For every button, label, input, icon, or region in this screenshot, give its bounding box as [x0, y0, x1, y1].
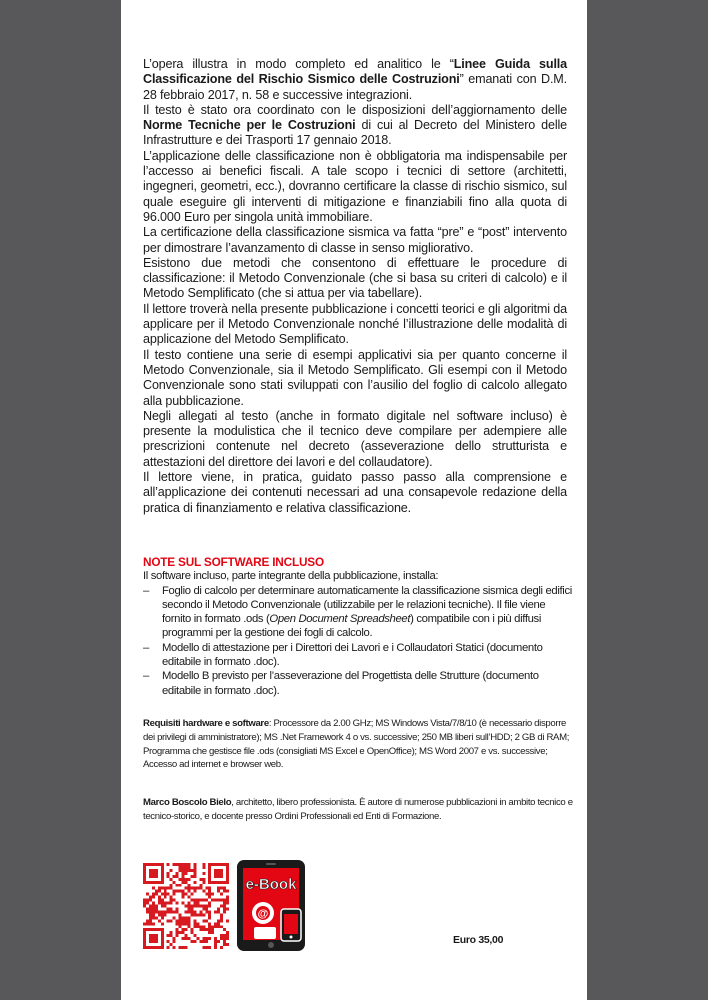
paragraph-1: L’opera illustra in modo completo ed analitico le “Linee Guida sulla Classificazione del Rischio Sismico delle Costruzioni” emanati con D.M. 28 febbraio 2017, n. 58 e successive integrazioni.: [143, 57, 567, 102]
software-list: [143, 584, 575, 698]
price-label: Euro 35,00: [453, 934, 504, 946]
software-notes: [143, 555, 575, 698]
description-text: [143, 57, 567, 516]
ebook-label: e-Book: [245, 876, 297, 893]
paragraph-3: L’applicazione delle classificazione non è obbligatoria ma indispensabile per l’accesso ai benefici fiscali. A tale scopo i tecnici di settore (architetti, ingegneri, geometri, ecc.), dovranno certificare la classe di rischio sismico, sul quale eseguire gli interventi di mitigazione e finanziabili fino alla quota di 96.000 Euro per singola unità immobiliare.: [143, 148, 567, 224]
paragraph-4: La certificazione della classificazione sismica va fatta “pre” e “post” intervento per dimostrare l’avanzamento di classe in senso migliorativo.: [143, 225, 567, 255]
author-name: Marco Boscolo Bielo: [143, 797, 232, 808]
back-cover-page: [121, 0, 587, 1000]
author-bio: Marco Boscolo Bielo, architetto, libero professionista. È autore di numerose pubblicazioni in ambito tecnico e tecnico-storico, e docente presso Ordini Professionali ed Enti di Formazione.: [143, 797, 573, 822]
ebook-icon: [236, 859, 306, 952]
paragraph-2: Il testo è stato ora coordinato con le disposizioni dell’aggiornamento delle Norme Tecniche per le Costruzioni di cui al Decreto del Ministero delle Infrastrutture e dei Trasporti 17 gennaio 2018.: [143, 102, 567, 148]
svg-text:@: @: [257, 908, 269, 920]
notes-heading: NOTE SUL SOFTWARE INCLUSO: [143, 555, 324, 569]
dash-bullet: –: [143, 641, 149, 654]
list-item: – Foglio di calcolo per determinare automaticamente la classificazione sismica degli edifici secondo il Metodo Convenzionale (utilizzabile per le relazioni tecniche). Il file viene fornito in formato .ods (Open Document Spreadsheet) compatibile con i più diffusi programmi per la gestione dei fogli di calcolo.: [143, 584, 572, 640]
paragraph-8: Negli allegati al testo (anche in formato digitale nel software incluso) è presente la modulistica che il tecnico deve compilare per adempiere alle prescrizioni contenute nel decreto (asseverazione dello strutturista e attestazioni del direttore dei lavori e del collaudatore).: [143, 408, 567, 469]
qr-code-icon: [143, 863, 229, 949]
paragraph-5: Esistono due metodi che consentono di effettuare le procedure di classificazione: il Metodo Convenzionale (che si basa su criteri di calcolo) e il Metodo Semplificato (che si attua per via tabellare).: [143, 255, 567, 301]
paragraph-9: Il lettore viene, in pratica, guidato passo passo alla comprensione e all’applicazione dei contenuti necessari ad una consapevole redazione della pratica di finanziamento e relativa classificazione.: [143, 470, 567, 515]
notes-intro: Il software incluso, parte integrante della pubblicazione, installa:: [143, 570, 439, 583]
list-item: – Modello di attestazione per i Direttori dei Lavori e i Collaudatori Statici (documento editabile in formato .doc).: [143, 641, 543, 669]
list-item: – Modello B previsto per l’asseverazione del Progettista delle Strutture (documento editabile in formato .doc).: [143, 670, 539, 697]
requirements-label: Requisiti hardware e software: [143, 718, 269, 729]
paragraph-6: Il lettore troverà nella presente pubblicazione i concetti teorici e gli algoritmi da applicare per il Metodo Convenzionale nonché l’illustrazione delle modalità di applicazione del Metodo Semplificato.: [143, 301, 567, 347]
dash-bullet: –: [143, 584, 149, 597]
guidelines-title: Linee Guida sulla Classificazione del Rischio Sismico delle Costruzioni: [143, 57, 567, 87]
ntc-title: Norme Tecniche per le Costruzioni: [143, 118, 356, 133]
paragraph-7: Il testo contiene una serie di esempi applicativi sia per quanto concerne il Metodo Convenzionale, sia il Metodo Semplificato. Gli esempi con il Metodo Convenzionale sono stati sviluppati con l’ausilio del foglio di calcolo allegato alla pubblicazione.: [143, 347, 567, 408]
dash-bullet: –: [143, 670, 149, 683]
system-requirements: Requisiti hardware e software: Processore da 2.00 GHz; MS Windows Vista/7/8/10 (è necessario disporre dei privilegi di amministratore); MS .Net Framework 4 o vs. successive; 250 MB liberi sull’HDD; 2 GB di RAM; Programma che gestisce file .ods (consigliati MS Excel e OpenOffice); MS Word 2007 e vs. successive; Accesso ad internet e browser web.: [143, 718, 570, 771]
